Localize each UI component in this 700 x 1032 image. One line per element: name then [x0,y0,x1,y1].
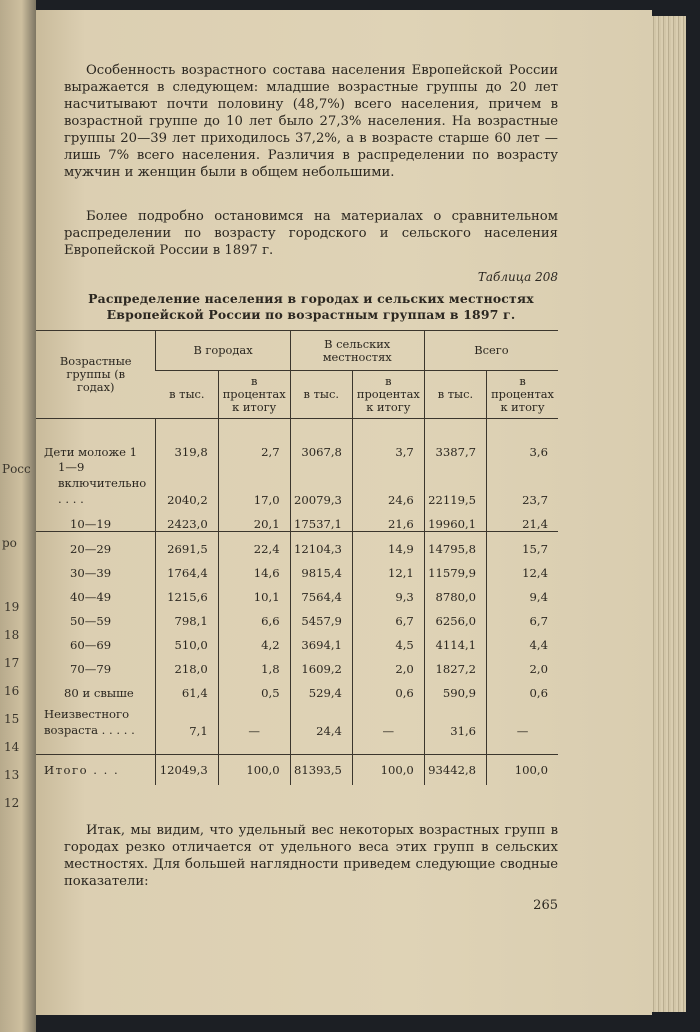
header-percent: в процентах к итогу [487,371,558,419]
cell-cities-percent: 20,1 [218,507,290,532]
cell-cities-percent: 1,8 [218,652,290,676]
row-label: Дети моложе 1 [44,445,138,459]
table-row [36,459,558,507]
cell-cities-thousands: 7,1 [156,700,218,738]
table-row [36,628,558,652]
cell-cities-percent: 4,2 [218,628,290,652]
cell-cities-percent: 0,5 [218,676,290,700]
cell-rural-percent: 2,0 [352,652,424,676]
cell-cities-percent: — [218,700,290,738]
row-label: 20—29 [36,532,156,557]
cell-cities-thousands: 2691,5 [156,532,218,557]
cell-cities-thousands: 2423,0 [156,507,218,532]
paragraph-conclusion: Итак, мы видим, что удельный вес некоторых возрастных групп в городах резко отличается от удельного веса этих групп в сельских местностях. Для большей наглядности приведем следующие сводные показатели: [64,823,558,889]
header-percent: в процентах к итогу [352,371,424,419]
cell-rural-percent: 12,1 [352,556,424,580]
cell-total-percent: 9,4 [487,580,558,604]
facing-page-fragment: ро [2,536,17,550]
cell-rural-thousands: 12104,3 [290,532,352,557]
facing-page-fragment: 14 [4,740,20,754]
cell-total-thousands: 11579,9 [424,556,486,580]
facing-page-fragment: 18 [4,628,20,642]
cell-cities-percent: 10,1 [218,580,290,604]
cell-total-percent: 2,0 [487,652,558,676]
cell-rural-thousands: 1609,2 [290,652,352,676]
cell-rural-thousands: 81393,5 [290,755,352,786]
row-label: Неизвестного возраста . . . . . [44,707,135,737]
cell-rural-percent: 9,3 [352,580,424,604]
age-distribution-table [36,330,558,785]
header-thousands: в тыс. [156,371,218,419]
header-rural: В сельских местностях [290,331,424,371]
row-label: 50—59 [70,614,112,628]
table-number: Таблица 208 [477,270,558,284]
table-row [36,700,558,738]
header-cities: В городах [156,331,290,371]
cell-cities-percent: 17,0 [218,459,290,507]
cell-total-percent: 6,7 [487,604,558,628]
cell-cities-percent: 22,4 [218,532,290,557]
cell-total-thousands: 93442,8 [424,755,486,786]
cell-rural-percent: 100,0 [352,755,424,786]
cell-rural-thousands: 9815,4 [290,556,352,580]
cell-cities-percent: 2,7 [218,435,290,459]
header-percent: в процентах к итогу [218,371,290,419]
paragraph-age-structure: Особенность возрастного состава населения Европейской России выражается в следующем: младшие возрастные группы до 20 лет насчитывают почти половину (48,7%) всего населения, причем в возрастной группе до 10 лет было 27,3% населения. На возрастные группы 20—39 лет приходилось 37,2%, а в возрасте старше 60 лет — лишь 7% всего населения. Различия в распределении по возрасту мужчин и женщин были в общем небольшими. [64,63,558,180]
facing-page-fragment: 13 [4,768,20,782]
cell-total-percent: 21,4 [487,507,558,532]
cell-total-percent: 4,4 [487,628,558,652]
row-label: Итого . . . [36,755,156,786]
paragraph-comparison-intro: Более подробно остановимся на материалах о сравнительном распределении по возрасту городского и сельского населения Европейской России в 1897 г. [64,209,558,258]
cell-rural-thousands: 5457,9 [290,604,352,628]
cell-cities-percent: 6,6 [218,604,290,628]
cell-rural-thousands: 7564,4 [290,580,352,604]
facing-page-fragment: 17 [4,656,20,670]
table-row [36,507,558,532]
cell-rural-percent: 21,6 [352,507,424,532]
facing-page-fragment: 16 [4,684,20,698]
table-row [36,532,558,557]
table-row [36,652,558,676]
cell-rural-percent: 24,6 [352,459,424,507]
page-stack-edge [646,16,686,1012]
cell-cities-thousands: 61,4 [156,676,218,700]
cell-cities-thousands: 218,0 [156,652,218,676]
facing-page-fragment: 19 [4,600,20,614]
cell-total-thousands: 14795,8 [424,532,486,557]
cell-rural-percent: 14,9 [352,532,424,557]
cell-rural-thousands: 3067,8 [290,435,352,459]
row-label: 70—79 [70,662,112,676]
cell-rural-thousands: 20079,3 [290,459,352,507]
header-thousands: в тыс. [290,371,352,419]
cell-total-thousands: 8780,0 [424,580,486,604]
cell-cities-thousands: 2040,2 [156,459,218,507]
table-row [36,435,558,459]
cell-total-thousands: 1827,2 [424,652,486,676]
header-thousands: в тыс. [424,371,486,419]
table-title-line2: Европейской России по возрастным группам в 1897 г. [106,307,516,322]
facing-page-fragment: Росс [2,462,31,476]
cell-cities-thousands: 510,0 [156,628,218,652]
row-label: 60—69 [70,638,112,652]
cell-rural-thousands: 24,4 [290,700,352,738]
row-label: 40—49 [70,590,112,604]
cell-total-percent: — [487,700,558,738]
cell-total-thousands: 31,6 [424,700,486,738]
cell-cities-thousands: 319,8 [156,435,218,459]
cell-rural-percent: 6,7 [352,604,424,628]
cell-cities-percent: 100,0 [218,755,290,786]
cell-rural-thousands: 17537,1 [290,507,352,532]
cell-total-thousands: 6256,0 [424,604,486,628]
cell-rural-percent: 4,5 [352,628,424,652]
facing-page-fragment: 12 [4,796,20,810]
cell-total-thousands: 22119,5 [424,459,486,507]
book-page [36,10,652,1015]
row-label: 1—9 включительно . . . . [58,460,147,506]
cell-cities-thousands: 798,1 [156,604,218,628]
table-row [36,676,558,700]
cell-total-thousands: 19960,1 [424,507,486,532]
cell-total-percent: 23,7 [487,459,558,507]
table-row [36,604,558,628]
table-row [36,556,558,580]
cell-cities-thousands: 1764,4 [156,556,218,580]
table-title-line1: Распределение населения в городах и сельских местностях [88,291,534,306]
cell-cities-thousands: 1215,6 [156,580,218,604]
cell-rural-percent: 3,7 [352,435,424,459]
row-label: 30—39 [70,566,112,580]
cell-total-thousands: 590,9 [424,676,486,700]
header-age-groups: Возрастные группы (в годах) [36,331,156,419]
row-label: 80 и свыше [64,686,134,700]
page-number: 265 [533,898,558,913]
facing-page-edge [0,0,36,1032]
cell-rural-percent: 0,6 [352,676,424,700]
table-row [36,580,558,604]
cell-rural-thousands: 529,4 [290,676,352,700]
cell-total-percent: 3,6 [487,435,558,459]
cell-total-thousands: 3387,7 [424,435,486,459]
table-title [64,291,558,323]
cell-cities-thousands: 12049,3 [156,755,218,786]
row-label: 10—19 [70,517,112,531]
cell-cities-percent: 14,6 [218,556,290,580]
cell-total-percent: 12,4 [487,556,558,580]
table-total-row [36,755,558,786]
cell-total-percent: 0,6 [487,676,558,700]
header-total: Всего [424,331,558,371]
cell-total-percent: 100,0 [487,755,558,786]
cell-rural-percent: — [352,700,424,738]
cell-rural-thousands: 3694,1 [290,628,352,652]
facing-page-fragment: 15 [4,712,20,726]
cell-total-percent: 15,7 [487,532,558,557]
cell-total-thousands: 4114,1 [424,628,486,652]
